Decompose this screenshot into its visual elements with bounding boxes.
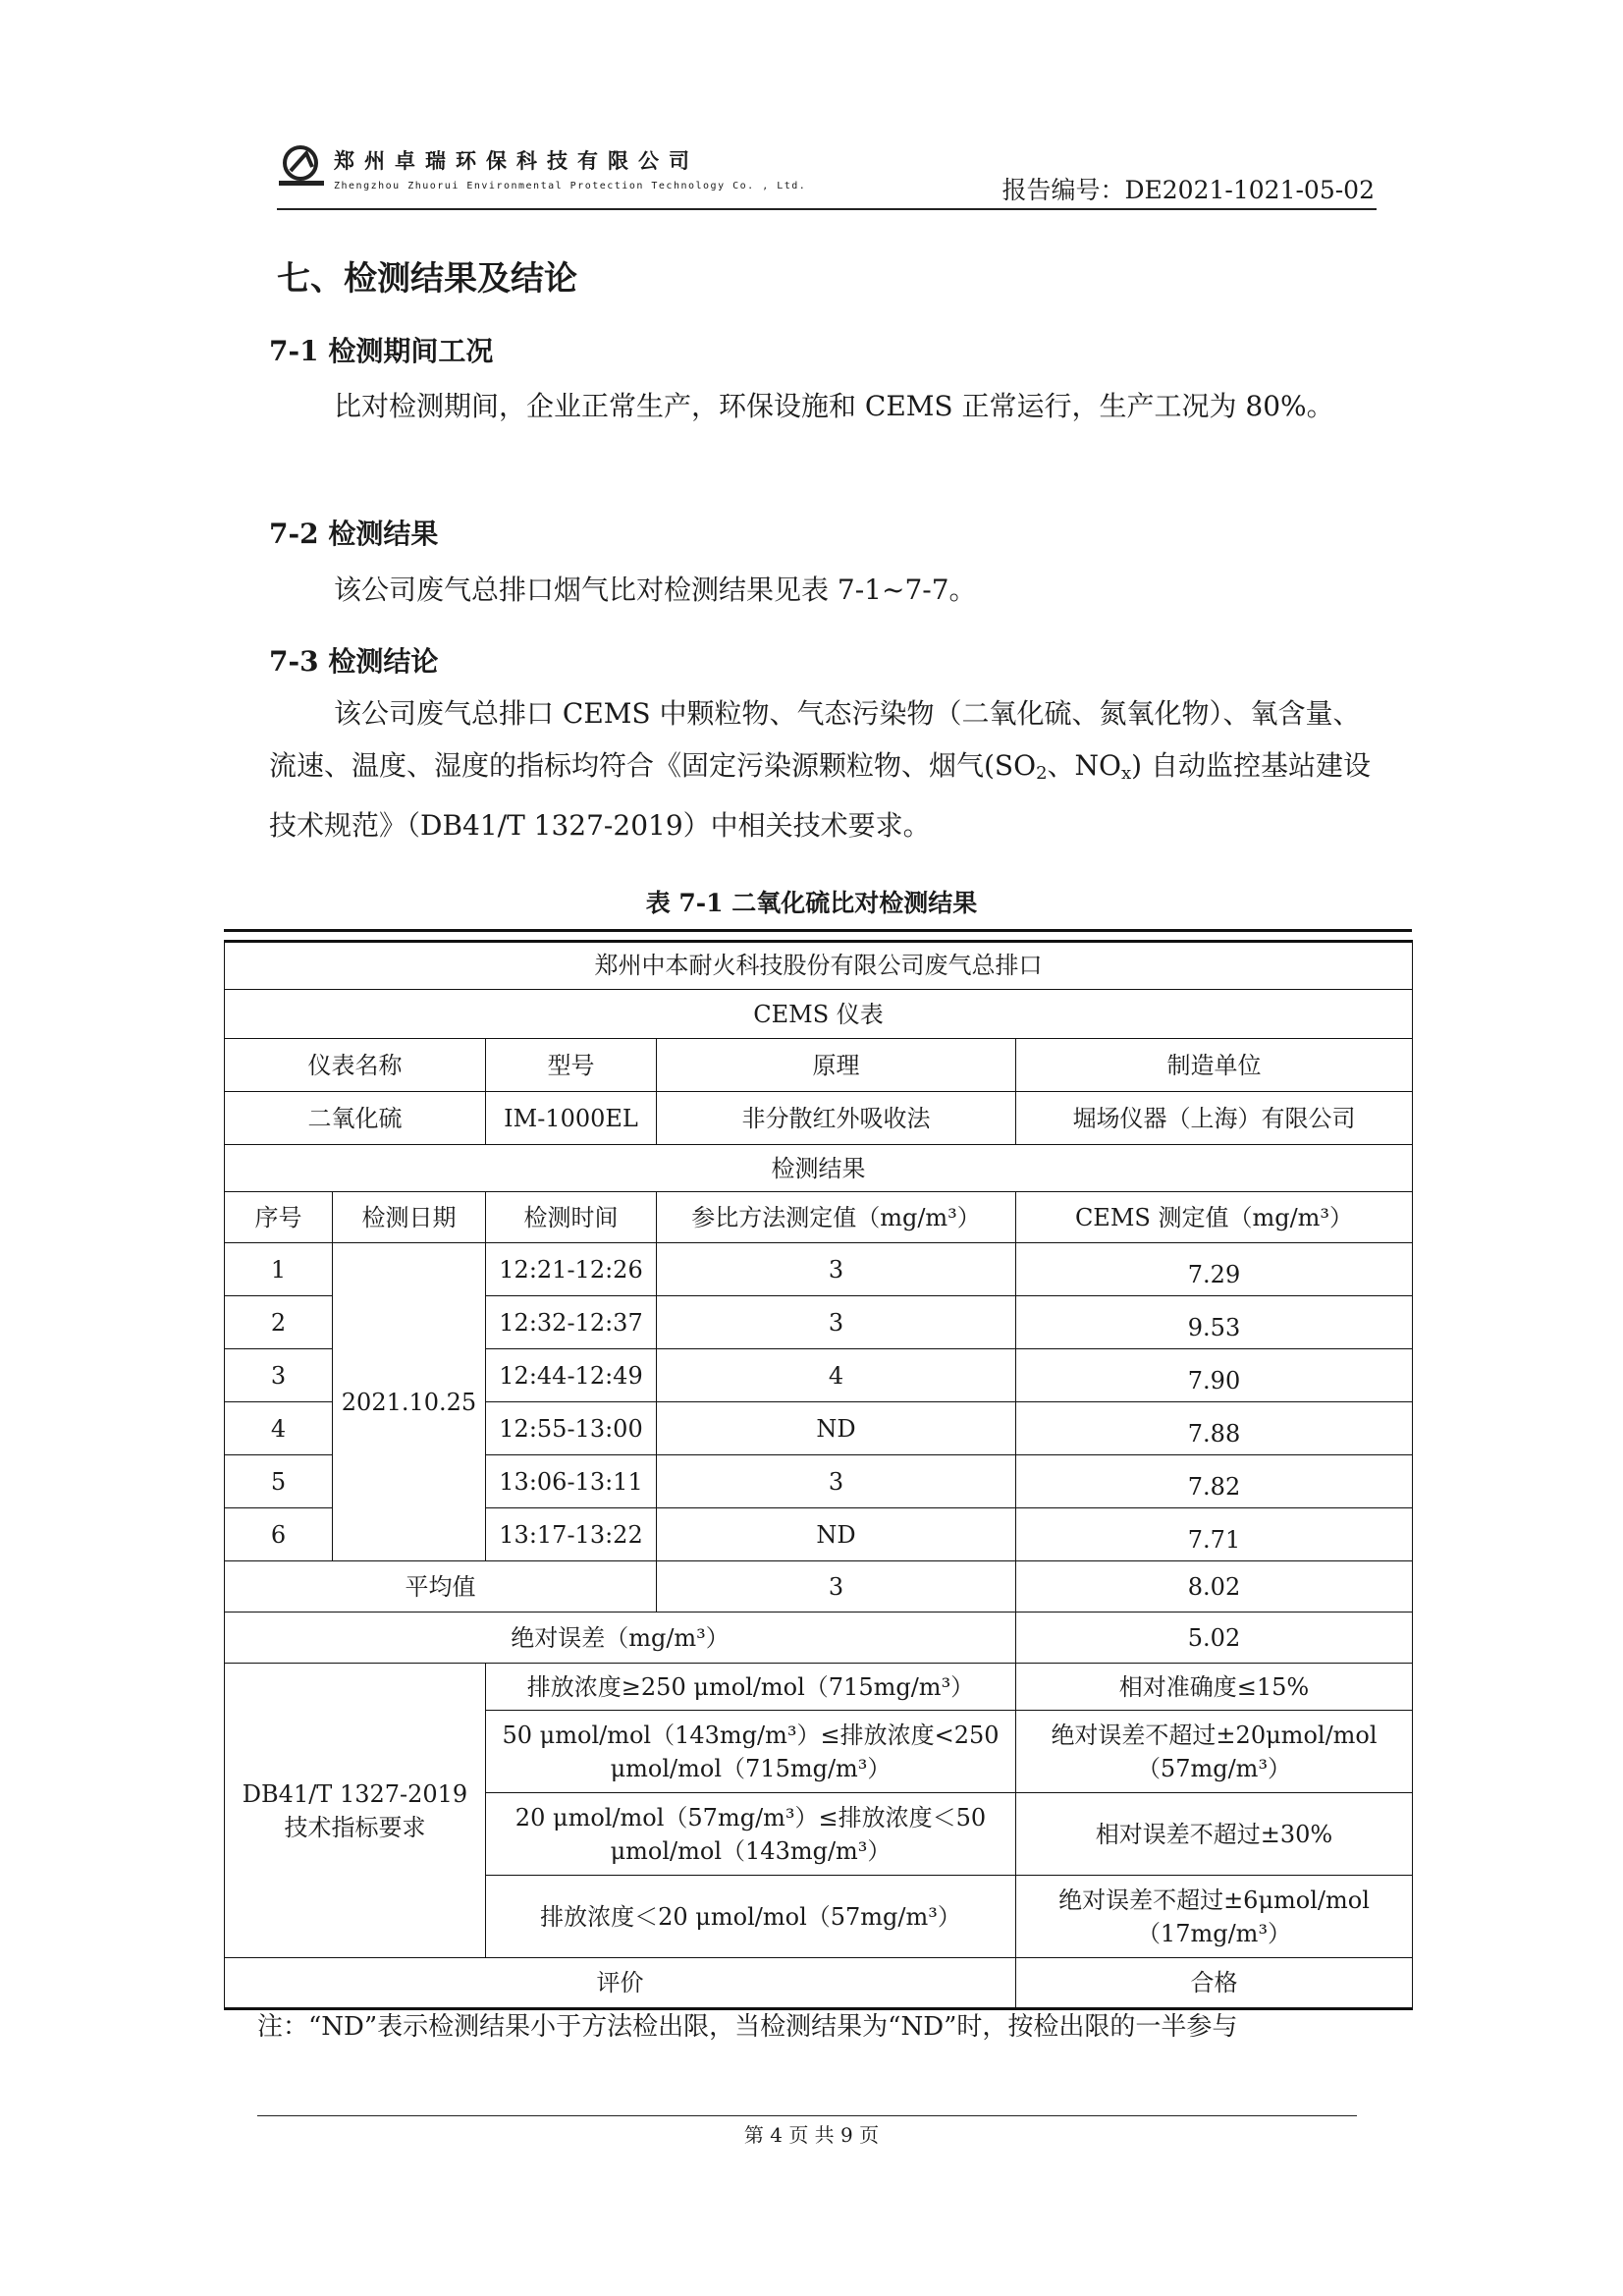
average-row (225, 1561, 1413, 1613)
row-ref: 4 (657, 1349, 1016, 1402)
criteria-requirement: 相对准确度≤15% (1016, 1664, 1413, 1711)
instrument-manufacturer: 堀场仪器（上海）有限公司 (1016, 1092, 1413, 1145)
row-ref: ND (657, 1508, 1016, 1561)
row-time: 12:55-13:00 (486, 1402, 657, 1455)
criteria-condition: 排放浓度≥250 μmol/mol（715mg/m³） (486, 1664, 1016, 1711)
header-cell: CEMS 测定值（mg/m³） (1016, 1192, 1413, 1243)
criteria-requirement: 相对误差不超过±30% (1016, 1793, 1413, 1876)
header-cell: 检测时间 (486, 1192, 657, 1243)
row-ref: 3 (657, 1455, 1016, 1508)
abs-error-value: 5.02 (1016, 1613, 1413, 1664)
criteria-condition: 50 μmol/mol（143mg/m³）≤排放浓度<250 μmol/mol（715mg/m³） (486, 1711, 1016, 1793)
instrument-row (225, 1092, 1413, 1145)
header-cell: 序号 (225, 1192, 333, 1243)
test-date: 2021.10.25 (333, 1243, 486, 1561)
subscript-x: x (1121, 763, 1132, 784)
standard-title: 技术指标要求 (284, 1813, 426, 1841)
paragraph-7-3-text-b: 、NO (1047, 749, 1121, 782)
table-row (225, 1243, 1413, 1296)
row-ref: 3 (657, 1243, 1016, 1296)
row-cems: 9.53 (1016, 1296, 1413, 1349)
row-no: 6 (225, 1508, 333, 1561)
subsection-heading-7-2: 7-2 检测结果 (269, 518, 439, 550)
header-cell: 制造单位 (1016, 1039, 1413, 1092)
instrument-model: IM-1000EL (486, 1092, 657, 1145)
header-cell: 仪表名称 (225, 1039, 486, 1092)
criteria-row (225, 1664, 1413, 1711)
criteria-condition: 排放浓度＜20 μmol/mol（57mg/m³） (486, 1876, 1016, 1958)
results-label-cell: 检测结果 (225, 1145, 1413, 1192)
paragraph-7-3-text-a: 该公司废气总排口 CEMS 中颗粒物、气态污染物（二氧化硫、氮氧化物）、氧含量、流速、温度、湿度的指标均符合《固定污染源颗粒物、烟气(SO (269, 697, 1361, 782)
row-time: 13:06-13:11 (486, 1455, 657, 1508)
row-time: 13:17-13:22 (486, 1508, 657, 1561)
evaluation-row (225, 1958, 1413, 2009)
standard-code: DB41/T 1327-2019 (242, 1779, 468, 1808)
cems-label-cell: CEMS 仪表 (225, 990, 1413, 1039)
result-header-row (225, 1192, 1413, 1243)
standard-label (225, 1664, 486, 1958)
section-title: 七、检测结果及结论 (277, 259, 577, 299)
row-cems: 7.71 (1016, 1508, 1413, 1561)
row-no: 3 (225, 1349, 333, 1402)
evaluation-label: 评价 (225, 1958, 1016, 2009)
row-no: 5 (225, 1455, 333, 1508)
criteria-condition: 20 μmol/mol（57mg/m³）≤排放浓度＜50 μmol/mol（143mg/m³） (486, 1793, 1016, 1876)
average-cems: 8.02 (1016, 1561, 1413, 1613)
table-caption: 表 7-1 二氧化硫比对检测结果 (645, 889, 978, 917)
page-number: 第 4 页 共 9 页 (743, 2123, 880, 2147)
subsection-heading-7-1: 7-1 检测期间工况 (269, 335, 494, 367)
page-header (277, 132, 1377, 210)
row-no: 4 (225, 1402, 333, 1455)
criteria-requirement: 绝对误差不超过±20μmol/mol（57mg/m³） (1016, 1711, 1413, 1793)
table-note: 注：“ND”表示检测结果小于方法检出限，当检测结果为“ND”时，按检出限的一半参与 (257, 2012, 1238, 2042)
subscript-2: 2 (1036, 763, 1048, 784)
row-time: 12:32-12:37 (486, 1296, 657, 1349)
row-ref: ND (657, 1402, 1016, 1455)
average-ref: 3 (657, 1561, 1016, 1613)
paragraph-7-2 (269, 564, 1377, 616)
row-ref: 3 (657, 1296, 1016, 1349)
instrument-name: 二氧化硫 (225, 1092, 486, 1145)
subsection-heading-7-3: 7-3 检测结论 (269, 645, 439, 678)
row-cems: 7.82 (1016, 1455, 1413, 1508)
abs-error-label: 绝对误差（mg/m³） (225, 1613, 1016, 1664)
row-no: 1 (225, 1243, 333, 1296)
row-time: 12:21-12:26 (486, 1243, 657, 1296)
average-label: 平均值 (225, 1561, 657, 1613)
paragraph-7-1-text: 比对检测期间，企业正常生产，环保设施和 CEMS 正常运行，生产工况为 80%。 (334, 390, 1334, 422)
company-name-en: Zhengzhou Zhuorui Environmental Protection Technology Co. , Ltd. (334, 181, 807, 191)
site-name-cell: 郑州中本耐火科技股份有限公司废气总排口 (225, 941, 1413, 990)
row-no: 2 (225, 1296, 333, 1349)
header-cell: 参比方法测定值（mg/m³） (657, 1192, 1016, 1243)
paragraph-7-1 (269, 380, 1377, 432)
instrument-principle: 非分散红外吸收法 (657, 1092, 1016, 1145)
header-cell: 型号 (486, 1039, 657, 1092)
row-cems: 7.90 (1016, 1349, 1413, 1402)
instrument-header-row (225, 1039, 1413, 1092)
paragraph-7-2-text: 该公司废气总排口烟气比对检测结果见表 7-1~7-7。 (334, 574, 977, 606)
row-cems: 7.29 (1016, 1243, 1413, 1296)
company-logo (277, 141, 328, 189)
footer-rule (257, 2115, 1357, 2116)
criteria-requirement: 绝对误差不超过±6μmol/mol（17mg/m³） (1016, 1876, 1413, 1958)
company-name-cn: 郑州卓瑞环保科技有限公司 (334, 149, 699, 173)
row-time: 12:44-12:49 (486, 1349, 657, 1402)
row-cems: 7.88 (1016, 1402, 1413, 1455)
abs-error-row (225, 1613, 1413, 1664)
header-cell: 检测日期 (333, 1192, 486, 1243)
paragraph-7-3-text-c: ) 自动监控基站建设技术规范》（DB41/T 1327-2019）中相关技术要求。 (269, 749, 1371, 842)
paragraph-7-3 (269, 687, 1377, 851)
header-cell: 原理 (657, 1039, 1016, 1092)
evaluation-value: 合格 (1016, 1958, 1413, 2009)
so2-comparison-table (224, 940, 1413, 2010)
report-number: 报告编号：DE2021-1021-05-02 (1001, 176, 1375, 204)
